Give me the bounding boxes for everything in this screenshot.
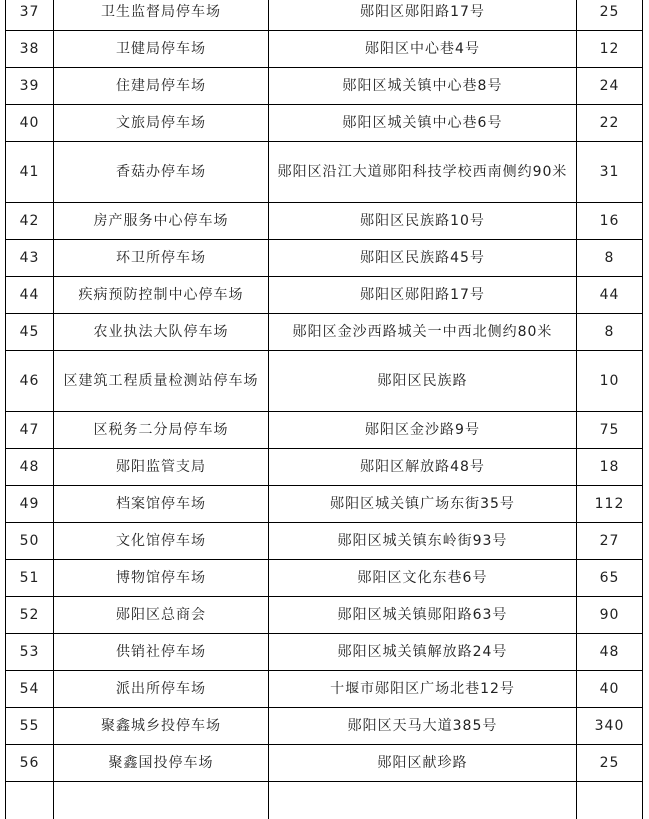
parking-space-count: 16 <box>577 203 643 240</box>
row-number: 48 <box>6 449 54 486</box>
parking-lot-address: 郧阳区城关镇中心巷8号 <box>269 68 577 105</box>
table-row <box>6 449 643 486</box>
parking-lot-name: 住建局停车场 <box>54 68 269 105</box>
row-number: 46 <box>6 351 54 412</box>
parking-space-count: 25 <box>577 745 643 782</box>
parking-lot-address: 十堰市郧阳区广场北巷12号 <box>269 671 577 708</box>
parking-lot-name: 档案馆停车场 <box>54 486 269 523</box>
row-number: 37 <box>6 0 54 31</box>
table-row <box>6 671 643 708</box>
parking-lot-address: 郧阳区金沙路9号 <box>269 412 577 449</box>
parking-lot-name: 派出所停车场 <box>54 671 269 708</box>
parking-lot-address: 郧阳区文化东巷6号 <box>269 560 577 597</box>
parking-space-count: 40 <box>577 671 643 708</box>
parking-lot-name: 博物馆停车场 <box>54 560 269 597</box>
parking-lot-address: 郧阳区城关镇解放路24号 <box>269 634 577 671</box>
parking-space-count: 18 <box>577 449 643 486</box>
table-row <box>6 708 643 745</box>
parking-lot-name: 文化馆停车场 <box>54 523 269 560</box>
parking-lot-name: 环卫所停车场 <box>54 240 269 277</box>
parking-space-count: 25 <box>577 0 643 31</box>
parking-lot-name: 区建筑工程质量检测站停车场 <box>54 351 269 412</box>
parking-space-count: 31 <box>577 142 643 203</box>
parking-lot-address: 郧阳区沿江大道郧阳科技学校西南侧约90米 <box>269 142 577 203</box>
parking-space-count <box>577 782 643 819</box>
parking-lot-name: 香菇办停车场 <box>54 142 269 203</box>
parking-lot-name: 聚鑫国投停车场 <box>54 745 269 782</box>
parking-lot-name: 聚鑫城乡投停车场 <box>54 708 269 745</box>
parking-lot-name: 房产服务中心停车场 <box>54 203 269 240</box>
parking-space-count: 8 <box>577 240 643 277</box>
table-row <box>6 597 643 634</box>
parking-space-count: 27 <box>577 523 643 560</box>
parking-space-count: 22 <box>577 105 643 142</box>
table-row <box>6 314 643 351</box>
parking-space-count: 48 <box>577 634 643 671</box>
parking-space-count: 12 <box>577 31 643 68</box>
parking-lot-name: 卫健局停车场 <box>54 31 269 68</box>
parking-lot-address: 郧阳区解放路48号 <box>269 449 577 486</box>
parking-lot-address: 郧阳区中心巷4号 <box>269 31 577 68</box>
parking-lot-name: 疾病预防控制中心停车场 <box>54 277 269 314</box>
table-row <box>6 203 643 240</box>
table-row <box>6 31 643 68</box>
parking-lot-address: 郧阳区郧阳路17号 <box>269 0 577 31</box>
parking-lot-address: 郧阳区献珍路 <box>269 745 577 782</box>
parking-lot-name <box>54 782 269 819</box>
table-row <box>6 142 643 203</box>
table-row <box>6 745 643 782</box>
parking-lot-name: 区税务二分局停车场 <box>54 412 269 449</box>
parking-lot-address: 郧阳区天马大道385号 <box>269 708 577 745</box>
parking-space-count: 340 <box>577 708 643 745</box>
parking-lot-address <box>269 782 577 819</box>
parking-lot-address: 郧阳区民族路 <box>269 351 577 412</box>
table-row <box>6 412 643 449</box>
parking-space-count: 8 <box>577 314 643 351</box>
table-row <box>6 351 643 412</box>
row-number: 38 <box>6 31 54 68</box>
parking-lot-name: 郧阳监管支局 <box>54 449 269 486</box>
row-number: 49 <box>6 486 54 523</box>
parking-lot-address: 郧阳区城关镇广场东街35号 <box>269 486 577 523</box>
row-number: 41 <box>6 142 54 203</box>
parking-lot-table <box>5 0 643 819</box>
parking-lot-address: 郧阳区城关镇中心巷6号 <box>269 105 577 142</box>
table-row-partial <box>6 782 643 819</box>
parking-lot-address: 郧阳区民族路45号 <box>269 240 577 277</box>
row-number: 42 <box>6 203 54 240</box>
parking-lot-address: 郧阳区城关镇东岭街93号 <box>269 523 577 560</box>
row-number: 44 <box>6 277 54 314</box>
table-row <box>6 0 643 31</box>
row-number: 52 <box>6 597 54 634</box>
row-number: 40 <box>6 105 54 142</box>
parking-space-count: 112 <box>577 486 643 523</box>
parking-lot-name: 供销社停车场 <box>54 634 269 671</box>
table-row <box>6 240 643 277</box>
table-row <box>6 523 643 560</box>
row-number: 43 <box>6 240 54 277</box>
row-number: 50 <box>6 523 54 560</box>
parking-space-count: 44 <box>577 277 643 314</box>
parking-space-count: 90 <box>577 597 643 634</box>
parking-lot-address: 郧阳区金沙西路城关一中西北侧约80米 <box>269 314 577 351</box>
table-row <box>6 634 643 671</box>
row-number: 51 <box>6 560 54 597</box>
table-row <box>6 486 643 523</box>
row-number: 39 <box>6 68 54 105</box>
row-number: 53 <box>6 634 54 671</box>
parking-lot-address: 郧阳区民族路10号 <box>269 203 577 240</box>
parking-lot-name: 农业执法大队停车场 <box>54 314 269 351</box>
row-number <box>6 782 54 819</box>
parking-lot-name: 郧阳区总商会 <box>54 597 269 634</box>
parking-space-count: 65 <box>577 560 643 597</box>
row-number: 55 <box>6 708 54 745</box>
table-row <box>6 277 643 314</box>
row-number: 56 <box>6 745 54 782</box>
row-number: 54 <box>6 671 54 708</box>
parking-lot-name: 文旅局停车场 <box>54 105 269 142</box>
parking-space-count: 24 <box>577 68 643 105</box>
table-row <box>6 560 643 597</box>
parking-lot-address: 郧阳区城关镇郧阳路63号 <box>269 597 577 634</box>
parking-space-count: 10 <box>577 351 643 412</box>
parking-lot-address: 郧阳区郧阳路17号 <box>269 277 577 314</box>
table-row <box>6 105 643 142</box>
parking-lot-name: 卫生监督局停车场 <box>54 0 269 31</box>
parking-space-count: 75 <box>577 412 643 449</box>
table-row <box>6 68 643 105</box>
row-number: 47 <box>6 412 54 449</box>
row-number: 45 <box>6 314 54 351</box>
